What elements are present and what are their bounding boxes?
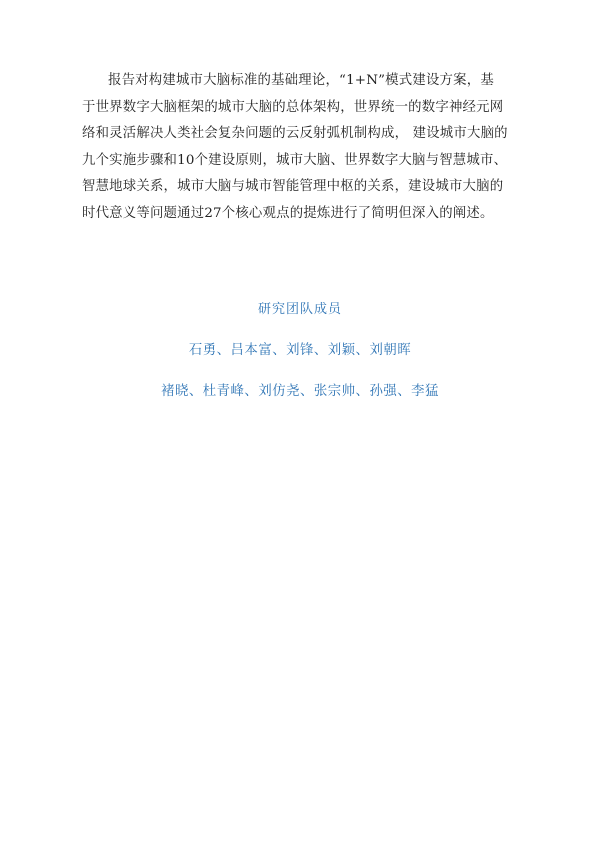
paragraph-line-6: 时代意义等问题通过27个核心观点的提炼进行了简明但深入的阐述。 <box>82 205 494 221</box>
paragraph-line-5: 智慧地球关系，城市大脑与城市智能管理中枢的关系，建设城市大脑的 <box>82 179 504 195</box>
team-members-line-2: 褚晓、杜青峰、刘仿尧、张宗帅、孙强、李猛 <box>161 384 439 399</box>
research-team-section <box>0 300 600 402</box>
summary-paragraph <box>82 68 522 228</box>
paragraph-line-3: 络和灵活解决人类社会复杂问题的云反射弧机制构成， 建设城市大脑的 <box>82 126 508 142</box>
paragraph-line-2: 于世界数字大脑框架的城市大脑的总体架构，世界统一的数字神经元网 <box>82 99 504 115</box>
paragraph-line-1: 报告对构建城市大脑标准的基础理论，“1+N”模式建设方案，基 <box>108 73 494 88</box>
team-title: 研究团队成员 <box>257 302 342 317</box>
team-members-line-1: 石勇、吕本富、刘锋、刘颖、刘朝晖 <box>188 343 412 358</box>
paragraph-line-4: 九个实施步骤和10个建设原则，城市大脑、世界数字大脑与智慧城市、 <box>82 152 508 168</box>
